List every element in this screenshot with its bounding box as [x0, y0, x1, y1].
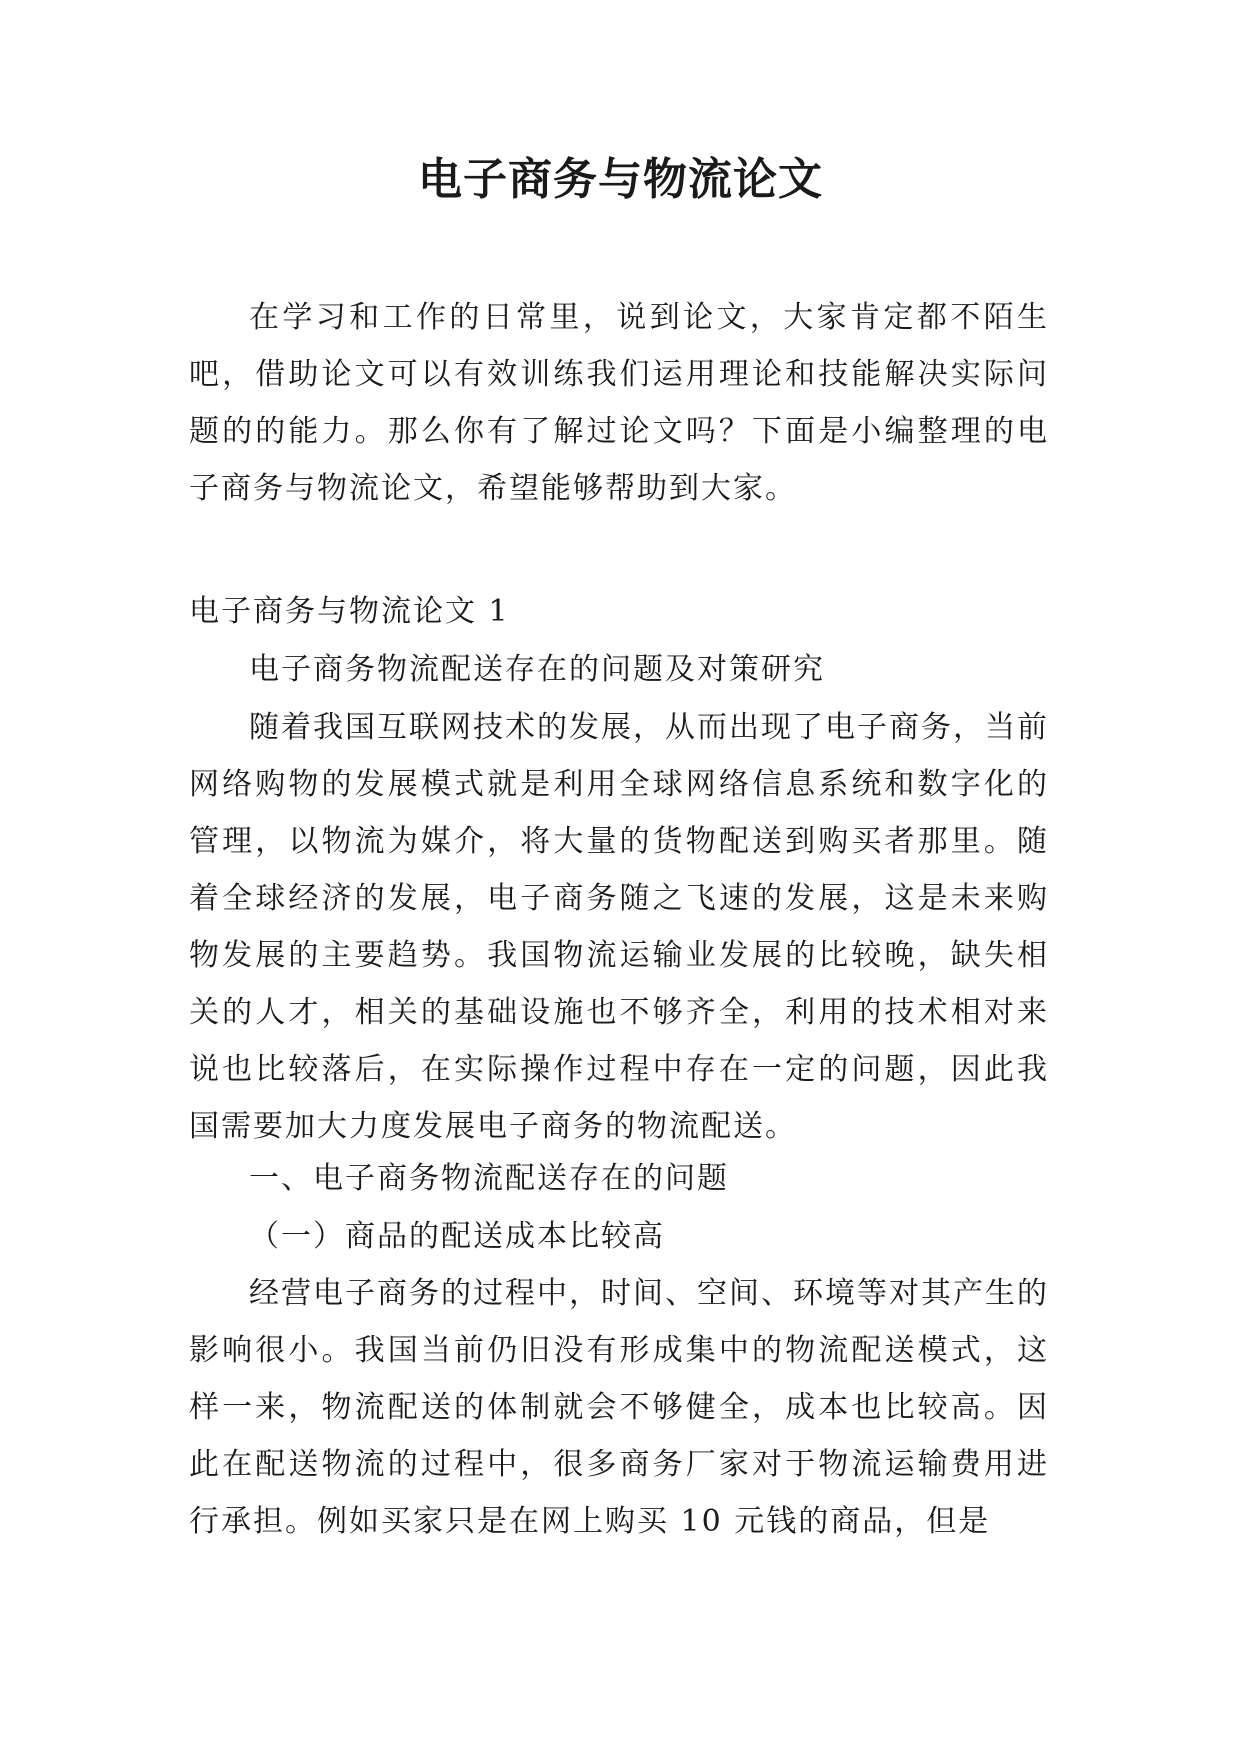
essay-heading: 电子商务与物流论文 1 [189, 594, 510, 629]
essay-subtitle: 电子商务物流配送存在的问题及对策研究 [249, 652, 825, 687]
section-heading-1: 一、电子商务物流配送存在的问题 [249, 1161, 729, 1196]
body-paragraph-1: 随着我国互联网技术的发展，从而出现了电子商务，当前网络购物的发展模式就是利用全球网络信息系统和数字化的管理，以物流为媒介，将大量的货物配送到购买者那里。随着全球经济的发展，电子商务随之飞速的发展，这是未来购物发展的主要趋势。我国物流运输业发展的比较晚，缺失相关的人才，相关的基础设施也不够齐全，利用的技术相对来说也比较落后，在实际操作过程中存在一定的问题，因此我国需要加大力度发展电子商务的物流配送。 [189, 710, 1049, 1144]
subsection-heading-1: （一）商品的配送成本比较高 [249, 1219, 665, 1254]
intro-paragraph: 在学习和工作的日常里，说到论文，大家肯定都不陌生吧，借助论文可以有效训练我们运用理论和技能解决实际问题的的能力。那么你有了解过论文吗？下面是小编整理的电子商务与物流论文，希望能够帮助到大家。 [189, 300, 1049, 506]
document-title: 电子商务与物流论文 [418, 154, 823, 205]
body-paragraph-2: 经营电子商务的过程中，时间、空间、环境等对其产生的影响很小。我国当前仍旧没有形成集中的物流配送模式，这样一来，物流配送的体制就会不够健全，成本也比较高。因此在配送物流的过程中，很多商务厂家对于物流运输费用进行承担。例如买家只是在网上购买 10 元钱的商品，但是 [189, 1276, 1049, 1539]
